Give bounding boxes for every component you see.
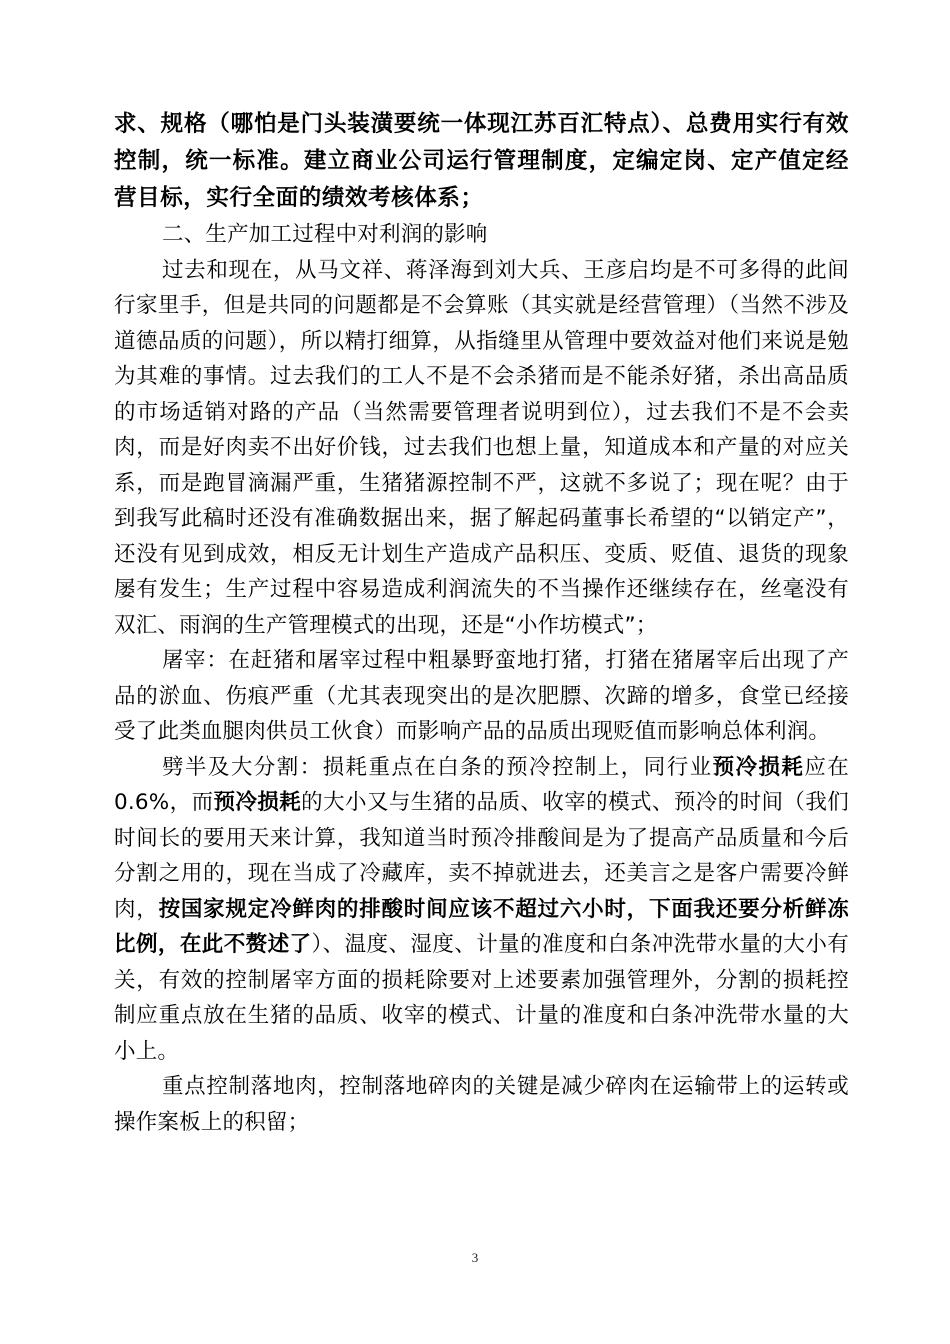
floor-meat-paragraph: 重点控制落地肉，控制落地碎肉的关键是减少碎肉在运输带上的运转或操作案板上的积留；	[114, 1074, 849, 1135]
intro-paragraph: 求、规格（哪怕是门头装潢要统一体现江苏百汇特点）、总费用实行有效控制，统一标准。建立商业公司运行管理制度，定编定岗、定产值定经营目标，实行全面的绩效考核体系；	[114, 111, 849, 211]
split-text-3: 的大小又与生猪的品质、收宰的模式、预冷的时间（我们时间长的要用天来计算，我知道当时预冷排酸间是为了提高产品质量和今后分割之用的，现在当成了冷藏库，卖不掉就进去，还美言之是客户需要冷鲜肉，	[114, 790, 849, 922]
slaughter-paragraph: 屠宰：在赶猪和屠宰过程中粗暴野蛮地打猪，打猪在猪屠宰后出现了产品的淤血、伤痕严重（尤其表现突出的是次肥膘、次蹄的增多，食堂已经接受了此类血腿肉供员工伙食）而影响产品的品质出现贬值而影响总体利润。	[114, 648, 849, 744]
split-paragraph	[114, 750, 849, 1070]
split-bold-2: 预冷损耗	[213, 790, 302, 815]
split-text-1: 劈半及大分割：损耗重点在白条的预冷控制上，同行业	[162, 754, 713, 780]
history-paragraph: 过去和现在，从马文祥、蒋泽海到刘大兵、王彦启均是不可多得的此间行家里手，但是共同的问题都是不会算账（其实就是经营管理）（当然不涉及道德品质的问题），所以精打细算，从指缝里从管理中要效益对他们来说是勉为其难的事情。过去我们的工人不是不会杀猪而是不能杀好猪，杀出高品质的市场适销对路的产品（当然需要管理者说明到位），过去我们不是不会卖肉，而是好肉卖不出好价钱，过去我们也想上量，知道成本和产量的对应关系，而是跑冒滴漏严重，生猪猪源控制不严，这就不多说了；现在呢？由于到我写此稿时还没有准确数据出来，据了解起码董事长希望的“以销定产”，还没有见到成效，相反无计划生产造成产品积压、变质、贬值、退货的现象屡有发生；生产过程中容易造成利润流失的不当操作还继续存在，丝毫没有双汇、雨润的生产管理模式的出现，还是“小作坊模式”；	[114, 257, 849, 638]
section-heading: 二、生产加工过程中对利润的影响	[162, 222, 488, 247]
document-body	[114, 106, 849, 1140]
page-number: 3	[471, 1250, 479, 1265]
split-bold-1: 预冷损耗	[712, 754, 805, 780]
split-text-4: ）、温度、湿度、计量的准度和白条冲洗带水量的大小有关，有效的控制屠宰方面的损耗除要对上述要素加强管理外，分割的损耗控制应重点放在生猪的品质、收宰的模式、计量的准度和白条冲洗带水量的大小上。	[114, 932, 849, 1064]
split-bold-3: 按国家规定冷鲜肉的排酸时间应该不超过六小时，下面我还要分析鲜冻比例，在此不赘述了	[114, 896, 849, 957]
split-text-2: 应在0.6%，而	[114, 754, 849, 815]
